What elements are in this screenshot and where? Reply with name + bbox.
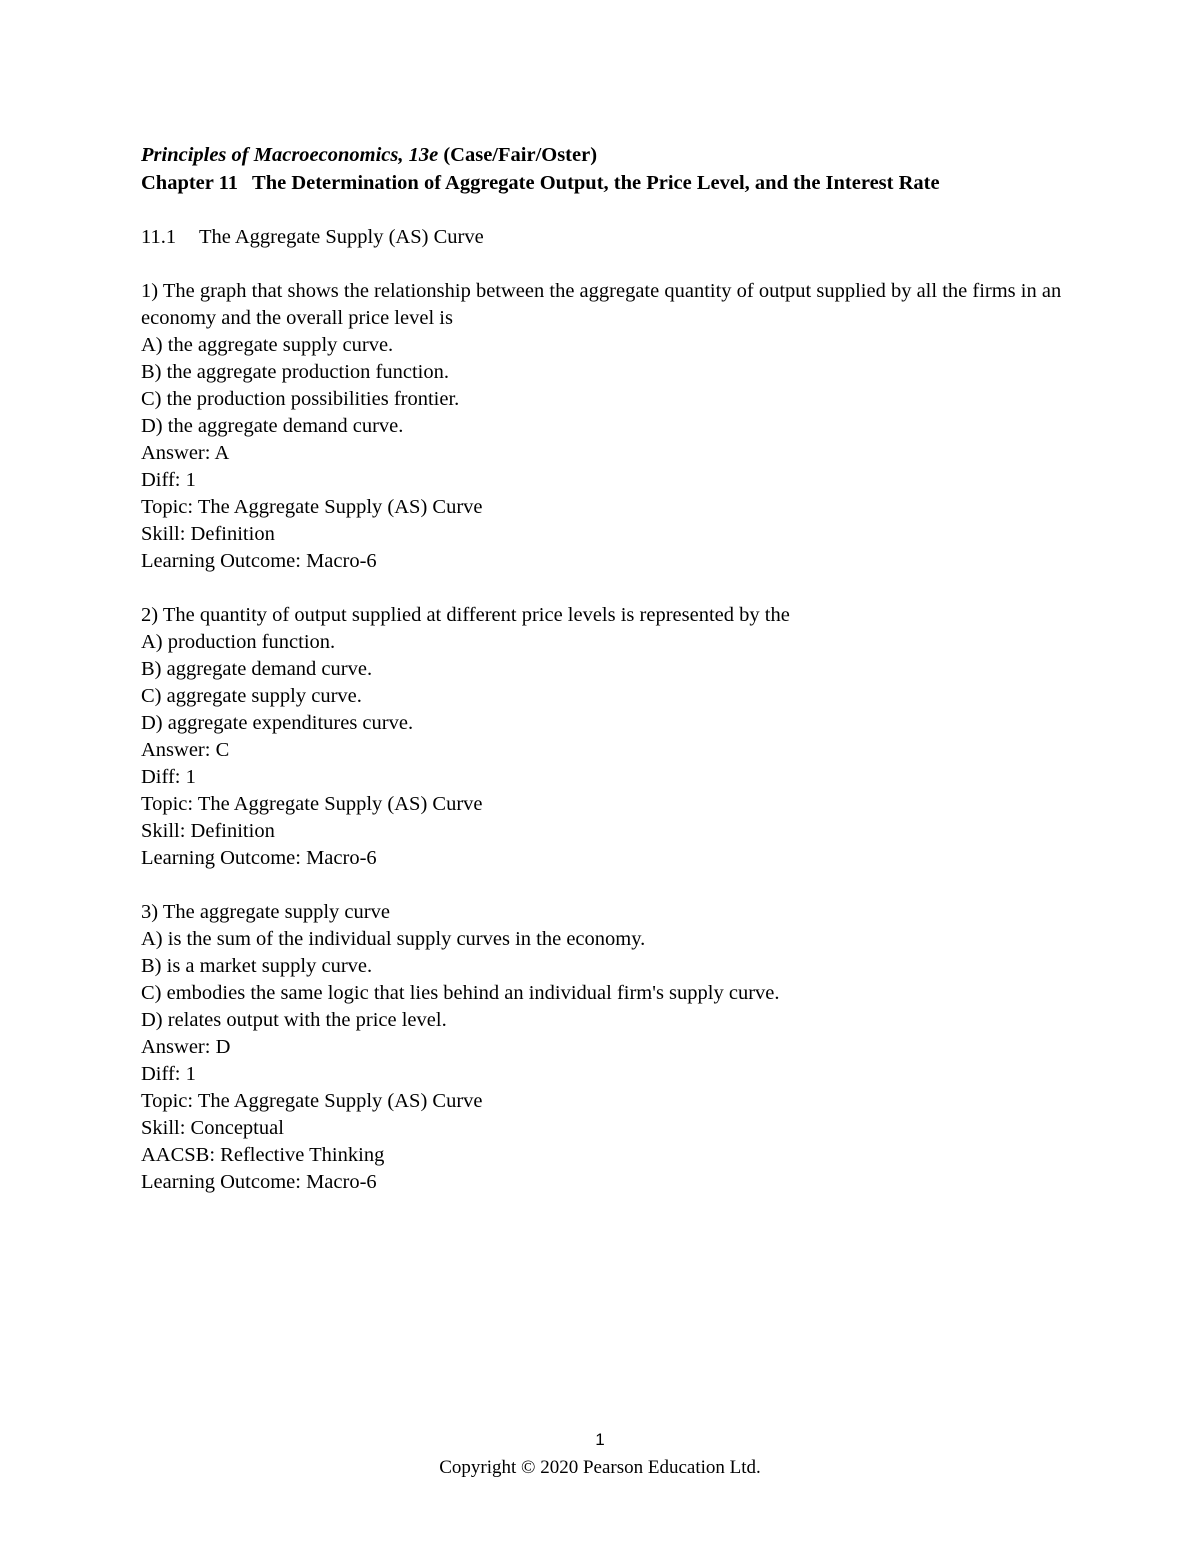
page-content [141,141,1101,1196]
chapter-title: The Determination of Aggregate Output, the Price Level, and the Interest Rate [252,172,940,194]
section-title: The Aggregate Supply (AS) Curve [199,226,484,248]
option-a: A) production function. [141,631,336,653]
skill: Skill: Definition [141,523,275,545]
page-number: 1 [595,1430,605,1449]
option-c: C) aggregate supply curve. [141,685,362,707]
answer: Answer: A [141,442,230,464]
question-stem: 1) The graph that shows the relationship between the aggregate quantity of output supplied by all the firms in an economy and the overall price level is [141,280,1062,329]
chapter-heading [141,169,1101,197]
topic: Topic: The Aggregate Supply (AS) Curve [141,1090,483,1112]
answer: Answer: C [141,739,230,761]
difficulty: Diff: 1 [141,1063,196,1085]
option-c: C) the production possibilities frontier. [141,388,460,410]
chapter-label: Chapter 11 [141,172,239,194]
option-c: C) embodies the same logic that lies behind an individual firm's supply curve. [141,982,780,1004]
book-title-line [141,141,1101,169]
option-d: D) relates output with the price level. [141,1009,447,1031]
question-stem: 2) The quantity of output supplied at different price levels is represented by the [141,604,790,626]
book-title: Principles of Macroeconomics, 13e [141,144,439,166]
skill: Skill: Conceptual [141,1117,284,1139]
section-heading [141,224,1101,251]
option-a: A) is the sum of the individual supply curves in the economy. [141,928,646,950]
option-b: B) aggregate demand curve. [141,658,373,680]
question-3 [141,899,1101,1196]
option-d: D) aggregate expenditures curve. [141,712,414,734]
difficulty: Diff: 1 [141,766,196,788]
question-1 [141,278,1101,575]
option-a: A) the aggregate supply curve. [141,334,394,356]
topic: Topic: The Aggregate Supply (AS) Curve [141,793,483,815]
question-2 [141,602,1101,872]
difficulty: Diff: 1 [141,469,196,491]
question-stem: 3) The aggregate supply curve [141,901,390,923]
section-number: 11.1 [141,226,177,248]
book-authors: (Case/Fair/Oster) [443,144,598,166]
learning-outcome: Learning Outcome: Macro-6 [141,550,377,572]
skill: Skill: Definition [141,820,275,842]
option-b: B) is a market supply curve. [141,955,373,977]
learning-outcome: Learning Outcome: Macro-6 [141,847,377,869]
aacsb: AACSB: Reflective Thinking [141,1144,385,1166]
option-b: B) the aggregate production function. [141,361,449,383]
copyright-notice: Copyright © 2020 Pearson Education Ltd. [439,1457,761,1478]
answer: Answer: D [141,1036,231,1058]
learning-outcome: Learning Outcome: Macro-6 [141,1171,377,1193]
topic: Topic: The Aggregate Supply (AS) Curve [141,496,483,518]
option-d: D) the aggregate demand curve. [141,415,404,437]
